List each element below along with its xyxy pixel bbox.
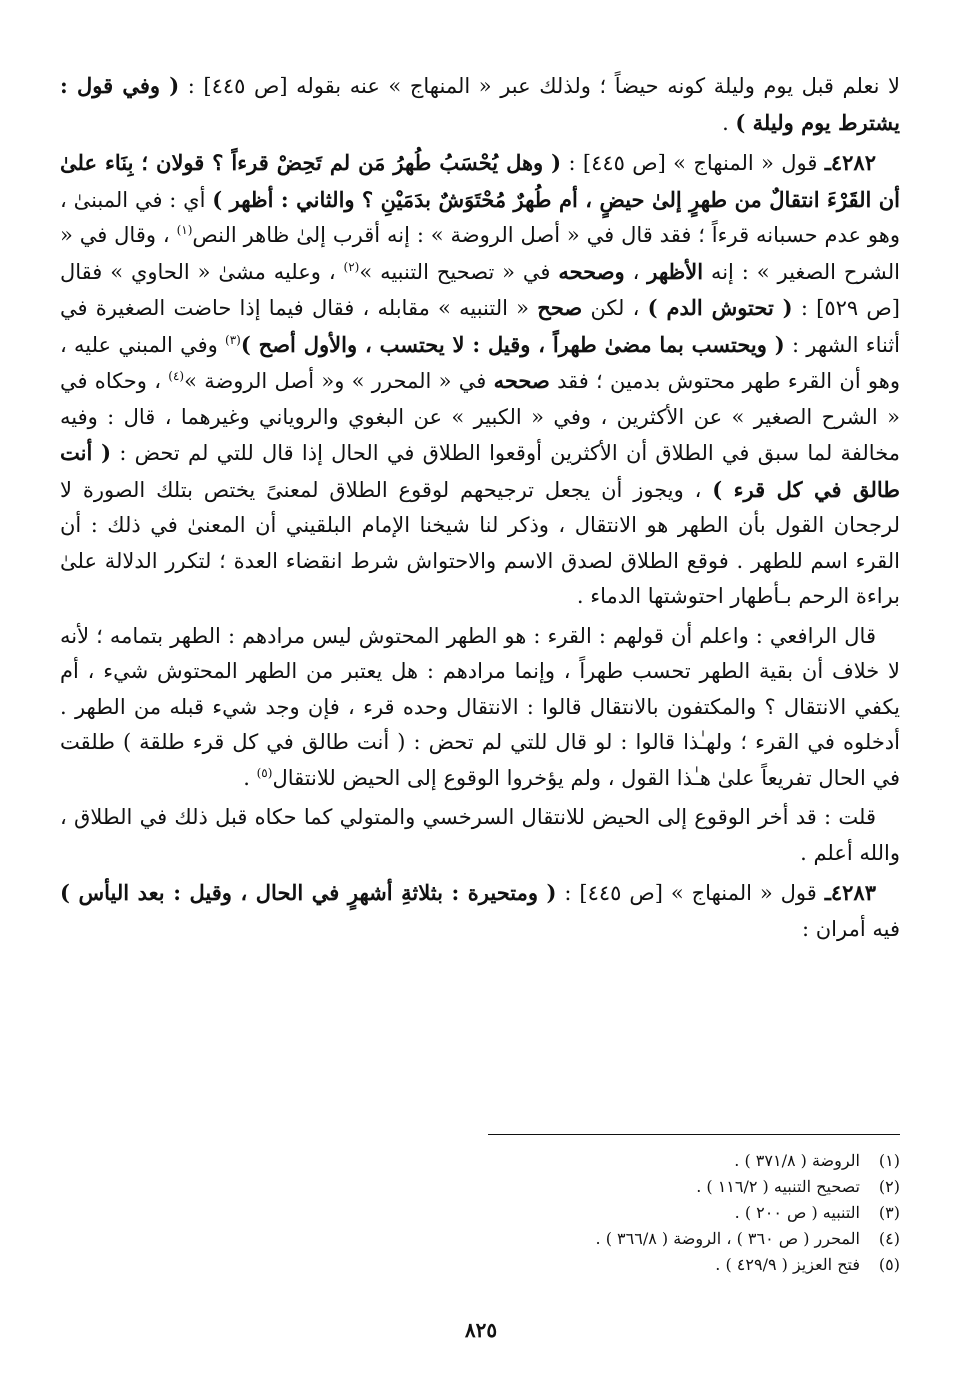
text-run: قول « المنهاج » [ص ٤٤٥] :: [561, 151, 825, 175]
paragraph-continued: [60, 68, 900, 141]
quoted-matn: ( ومتحيرة : بثلاثةِ أشهرٍ في الحال ، وقيل : بعد اليأس ): [60, 880, 557, 905]
footnote-ref[interactable]: (٣): [225, 332, 241, 347]
footnote-item: [60, 1226, 900, 1252]
footnote-item: [60, 1252, 900, 1278]
emphasis: الأظهر: [647, 258, 704, 284]
text-run: وفي المبني عليه ، وهو أن القرء طهر محتوش بدمين ؛ فقد: [60, 332, 900, 393]
entry-number: ٤٢٨٢ـ: [824, 150, 876, 175]
text-run: ، ويجوز أن يجعل ترجيحهم لوقوع الطلاق لمعنىً يختص بتلك الصورة لا لرجحان القول بأن الطهر هو الانتقال ، وذكر لنا شيخنا الإمام البلقيني أن المعنىٰ في ذلك : أن القرء اسم للطهر . فوقع الطلاق لصدق الاسم والاحتواش شرط انقضاء العدة ؛ لتكرر الدلالة علىٰ براءة الرحم بـأطهار احتوشتها الدماء .: [60, 477, 900, 608]
quoted-matn: ( ويحتسب بما مضىٰ طهراً ، وقيل : لا يحتسب ، والأول أصح ): [240, 331, 785, 357]
footnote-item: [60, 1200, 900, 1226]
footnote-separator: [488, 1134, 900, 1135]
footnote-text: تصحيح التنبيه ( ١١٦/٢ ) .: [696, 1177, 860, 1196]
footnote-mark: (٤): [878, 1229, 900, 1248]
text-run: .: [243, 765, 257, 790]
footnote-mark: (١): [878, 1151, 900, 1170]
quoted-matn: ( أنت طالق في كل قرء ): [60, 440, 901, 502]
text-run: .: [722, 110, 736, 135]
text-run: قال الرافعي : واعلم أن قولهم : القرء : هو الطهر المحتوش ليس مرادهم : الطهر بتمامه ؛ لأنه لا خلاف أن بقية الطهر تحسب طهراً ، وإنما مرادهم : هل يعتبر من الطهر المحتوش شيء ، أم يكفي الانتقال ؟ والمكتفون بالانتقال قالوا : الانتقال وحده قرء ، فإن وجد شيء قبله من الطهر . أدخلوه في القرء ؛ ولهـٰذا قالوا : لو قال للتي لم تحض : ( أنت طالق في كل قرء طلقة ) طلقت في الحال تفريعاً علىٰ هـٰذا القول ، ولم يؤخروا الوقوع إلى الحيض للانتقال: [60, 623, 900, 790]
text-run: في « تصحيح التنبيه »: [359, 259, 559, 284]
footnote-item: [60, 1148, 900, 1174]
footnotes-list: [60, 1148, 900, 1278]
paragraph-4282: [60, 145, 900, 615]
text-run: ، وقال في « الشرح الصغير » : إنه: [60, 223, 900, 284]
text-run: أي : في المبنىٰ ، وهو عدم حسبانه قرءاً ؛ فقد قال في « أصل الروضة » : إنه أقرب إلىٰ ظاهر النص: [60, 187, 900, 247]
footnote-text: المحرر ( ص ٣٦٠ ) ، الروضة ( ٣٦٦/٨ ) .: [595, 1229, 860, 1248]
footnote-mark: (٥): [878, 1255, 900, 1274]
text-run: فيه أمران :: [802, 916, 900, 941]
footnote-text: الروضة ( ٣٧١/٨ ) .: [734, 1151, 860, 1170]
emphasis: صححه: [493, 368, 550, 393]
text-run: ، وحكاه في « الشرح الصغير » عن الأكثرين ، وفي « الكبير » عن البغوي والروياني وغيرهما ، قال : وفيه مخالفة لما سبق في الطلاق أن الأكثرين أوقعوا الطلاق في الحال إذا قال للتي لم تحض :: [60, 369, 901, 465]
quoted-matn: ( وهل يُحْسَبُ طُهرُ مَن لم تَحِضْ قرءاً ؟ قولان ؛ بِنَاء علىٰ أن القَرْءَ انتقالٌ من طهرٍ إلىٰ حيضٍ ، أم طُهرٌ مُحْتَوَشٌ بدَمَيْنِ ؟ والثاني : أظهر ): [60, 150, 901, 212]
footnote-text: التنبيه ( ص ٢٠٠ ) .: [734, 1203, 860, 1222]
text-run: قلت : قد أخر الوقوع إلى الحيض للانتقال السرخسي والمتولي كما حكاه قبل ذلك في الطلاق ، والله أعلم .: [60, 805, 900, 865]
text-run: في « المحرر » و« أصل الروضة »: [184, 369, 494, 393]
footnote-item: [60, 1174, 900, 1200]
paragraph-qultu: [60, 800, 900, 871]
quoted-matn: ( وفي قول : يشترط يوم وليلة ): [60, 73, 900, 135]
footnote-ref[interactable]: (٥): [256, 765, 273, 780]
text-run: قول « المنهاج » [ص ٤٤٥] :: [556, 881, 825, 905]
text-run: ، وعليه مشىٰ « الحاوي » فقال [ص ٥٢٩] :: [60, 259, 900, 320]
quoted-matn: ( تحتوش الدم ): [647, 295, 793, 320]
text-run: لا نعلم قبل يوم وليلة كونه حيضاً ؛ ولذلك عبر « المنهاج » عنه بقوله [ص ٤٤٥] :: [179, 74, 901, 98]
footnote-ref[interactable]: (٢): [343, 259, 360, 274]
paragraph-4283: [60, 875, 900, 947]
main-text: [60, 68, 900, 951]
page-number: ٨٢٥: [464, 1318, 498, 1342]
text-run: « التنبيه » مقابله ، فقال فيما إذا حاضت الصغيرة في أثناء الشهر :: [60, 296, 901, 357]
footnote-mark: (٣): [878, 1203, 900, 1222]
footnote-ref[interactable]: (٤): [168, 369, 185, 383]
text-run: ، لكن: [582, 296, 648, 320]
footnote-text: فتح العزيز ( ٤٢٩/٩ ) .: [715, 1255, 860, 1274]
entry-number: ٤٢٨٣ـ: [824, 880, 876, 905]
emphasis: صحح: [537, 295, 583, 320]
footnote-ref[interactable]: (١): [176, 223, 193, 237]
emphasis: وصححه: [558, 258, 625, 284]
text-run: ،: [624, 259, 648, 284]
paragraph-rafii: [60, 619, 900, 797]
footnote-mark: (٢): [878, 1177, 900, 1196]
